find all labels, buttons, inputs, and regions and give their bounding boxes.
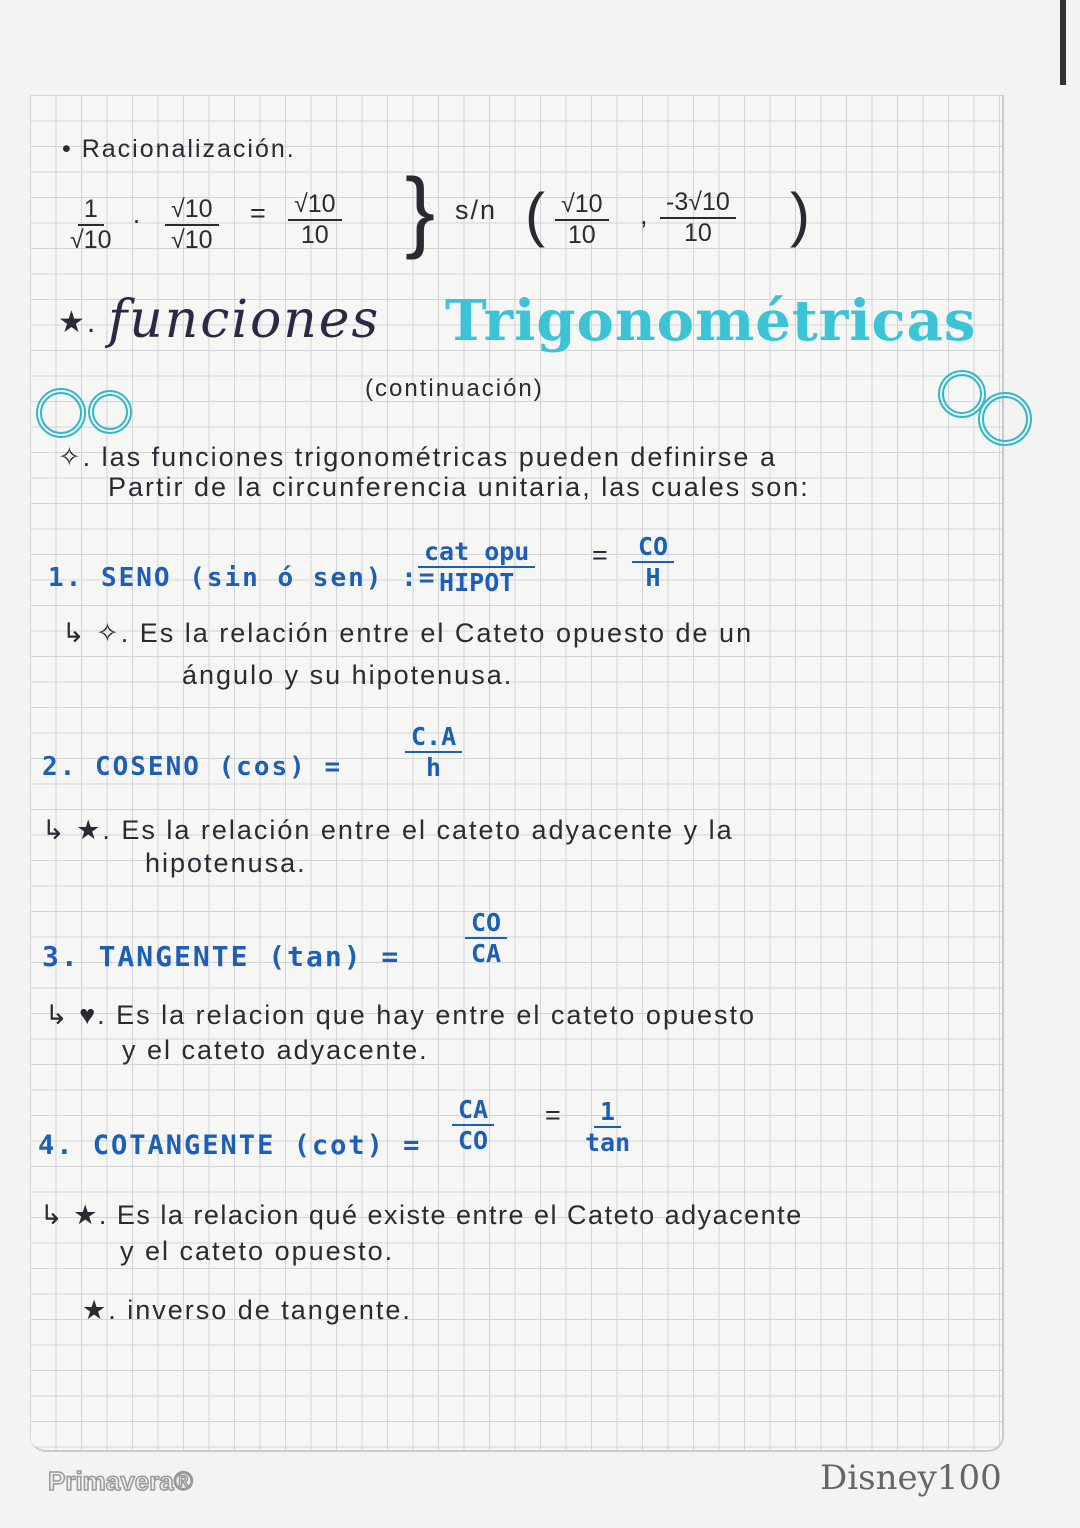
fraction: $\frac{√10}{10}$ (288, 190, 342, 250)
subtitle: (continuación) (365, 375, 544, 402)
cotangente-formula: $\frac{CA}{CO}$ (452, 1095, 494, 1155)
cotangente-heading: 4. COTANGENTE (cot) = (38, 1130, 422, 1161)
intro-line: ✧. las funciones trigonométricas pueden definirse a (58, 442, 777, 472)
seno-description: ángulo y su hipotenusa. (182, 660, 514, 690)
equals: = (592, 540, 610, 570)
seno-description: ↳ ✧. Es la relación entre el Cateto opuesto de un (62, 618, 754, 648)
racionalizacion-heading: • Racionalización. (62, 135, 296, 163)
cotangente-description: y el cateto opuesto. (120, 1236, 395, 1266)
cotangente-description: ↳ ★. Es la relacion qué existe entre el Cateto adyacente (40, 1200, 803, 1230)
fraction: $\frac{√10}{√10}$ (165, 195, 219, 255)
disney100-logo: Disney100 (820, 1458, 1002, 1498)
coseno-description: ↳ ★. Es la relación entre el cateto adyacente y la (42, 815, 734, 845)
brace: } (405, 161, 436, 261)
spiral-decoration (978, 392, 1032, 446)
coseno-formula: $\frac{C.A}{h}$ (405, 722, 462, 782)
tangente-heading: 3. TANGENTE (tan) = (42, 940, 401, 973)
coseno-heading: 2. COSENO (cos) = (42, 752, 343, 782)
tangente-description: ↳ ♥. Es la relacion que hay entre el cateto opuesto (45, 1000, 757, 1030)
primavera-logo: Primavera® (48, 1466, 193, 1496)
paren: ( (525, 181, 547, 248)
paren: ) (790, 181, 812, 248)
page-edge (1060, 0, 1066, 85)
title-part1: funciones (108, 290, 381, 350)
tangente-formula: $\frac{CO}{CA}$ (465, 908, 507, 968)
comma: , (640, 200, 650, 230)
spiral-decoration (36, 388, 86, 438)
cotangente-note: ★. inverso de tangente. (82, 1295, 412, 1325)
tangente-description: y el cateto adyacente. (122, 1035, 429, 1065)
equals: = (545, 1100, 563, 1130)
star-icon: ★. (58, 306, 98, 339)
coseno-description: hipotenusa. (145, 848, 307, 878)
intro-line: Partir de la circunferencia unitaria, las cuales son: (108, 472, 810, 502)
seno-ratio: $\frac{CO}{H}$ (632, 532, 674, 592)
spiral-decoration (88, 390, 132, 434)
seno-heading: 1. SENO (sin ó sen) := (48, 563, 437, 593)
dot-operator: · (132, 205, 143, 235)
solution-x: $\frac{√10}{10}$ (555, 190, 609, 250)
solution-y: $\frac{-3√10}{10}$ (660, 188, 736, 248)
equals: = (250, 198, 268, 228)
seno-formula: cat opu HIPOT (418, 537, 535, 597)
cotangente-ratio: $\frac{1}{\tan}$ (585, 1097, 631, 1157)
fraction: $\frac{1}{√10}$ (70, 195, 112, 254)
solution-label: s/n (455, 195, 498, 225)
title-part2: Trigonométricas (445, 288, 977, 354)
